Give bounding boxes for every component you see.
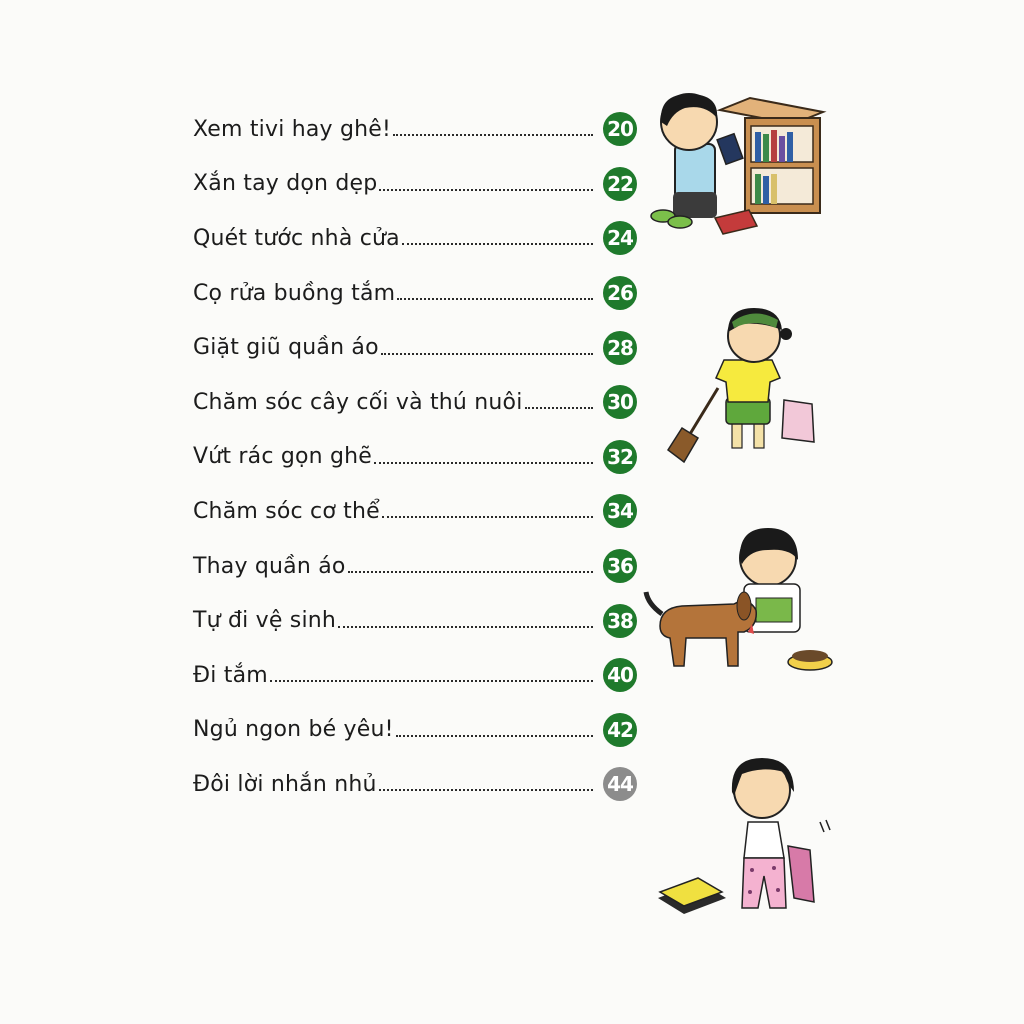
toc-entry[interactable] — [193, 593, 643, 648]
page-number-badge: 38 — [603, 604, 637, 638]
toc-entry-title: Giặt giũ quần áo — [193, 335, 379, 361]
page-number-badge: 44 — [603, 767, 637, 801]
toc-entry[interactable] — [193, 157, 643, 212]
toc-entry[interactable] — [193, 375, 643, 430]
girl-sweeping-illustration — [662, 300, 822, 465]
toc-entry-title: Xắn tay dọn dẹp — [193, 171, 378, 197]
toc-entry-title: Ngủ ngon bé yêu! — [193, 717, 394, 743]
dot-leader — [402, 221, 593, 245]
dot-leader — [397, 276, 593, 300]
page-number-badge: 32 — [603, 440, 637, 474]
boy-bookshelf-illustration — [645, 92, 830, 242]
dot-leader — [382, 494, 593, 518]
dot-leader — [374, 440, 593, 464]
toc-entry[interactable] — [193, 484, 643, 539]
toc-list — [193, 102, 643, 812]
toc-entry-title: Thay quần áo — [193, 553, 346, 579]
dot-leader — [348, 549, 593, 573]
girl-feeding-dog-illustration — [640, 526, 840, 686]
page-number-badge: 26 — [603, 276, 637, 310]
page-number-badge: 24 — [603, 221, 637, 255]
girl-changing-clothes-illustration — [654, 752, 834, 927]
page-number-badge: 30 — [603, 385, 637, 419]
dot-leader — [396, 713, 593, 737]
page-number-badge: 36 — [603, 549, 637, 583]
dot-leader — [393, 112, 593, 136]
toc-entry-title: Cọ rửa buồng tắm — [193, 280, 396, 306]
toc-entry[interactable] — [193, 211, 643, 266]
dot-leader — [525, 385, 593, 409]
toc-entry-title: Vứt rác gọn ghẽ — [193, 444, 373, 470]
toc-entry[interactable] — [193, 539, 643, 594]
page-number-badge: 42 — [603, 713, 637, 747]
page-number-badge: 28 — [603, 331, 637, 365]
toc-entry[interactable] — [193, 703, 643, 758]
toc-entry[interactable] — [193, 102, 643, 157]
toc-entry-title: Quét tước nhà cửa — [193, 225, 400, 251]
dot-leader — [270, 658, 593, 682]
dot-leader — [379, 767, 593, 791]
dot-leader — [338, 604, 593, 628]
toc-entry[interactable] — [193, 757, 643, 812]
toc-entry[interactable] — [193, 648, 643, 703]
toc-entry-title: Chăm sóc cây cối và thú nuôi — [193, 389, 523, 415]
toc-entry[interactable] — [193, 430, 643, 485]
toc-entry-title: Đi tắm — [193, 662, 268, 688]
page-number-badge: 34 — [603, 494, 637, 528]
page-number-badge: 22 — [603, 167, 637, 201]
toc-entry-title: Tự đi vệ sinh — [193, 608, 337, 634]
dot-leader — [381, 331, 593, 355]
page-number-badge: 20 — [603, 112, 637, 146]
page-number-badge: 40 — [603, 658, 637, 692]
toc-entry-title: Chăm sóc cơ thể — [193, 498, 380, 524]
dot-leader — [379, 167, 593, 191]
toc-entry[interactable] — [193, 266, 643, 321]
toc-entry-title: Xem tivi hay ghê! — [193, 116, 392, 142]
toc-entry[interactable] — [193, 320, 643, 375]
toc-entry-title: Đôi lời nhắn nhủ — [193, 771, 377, 797]
